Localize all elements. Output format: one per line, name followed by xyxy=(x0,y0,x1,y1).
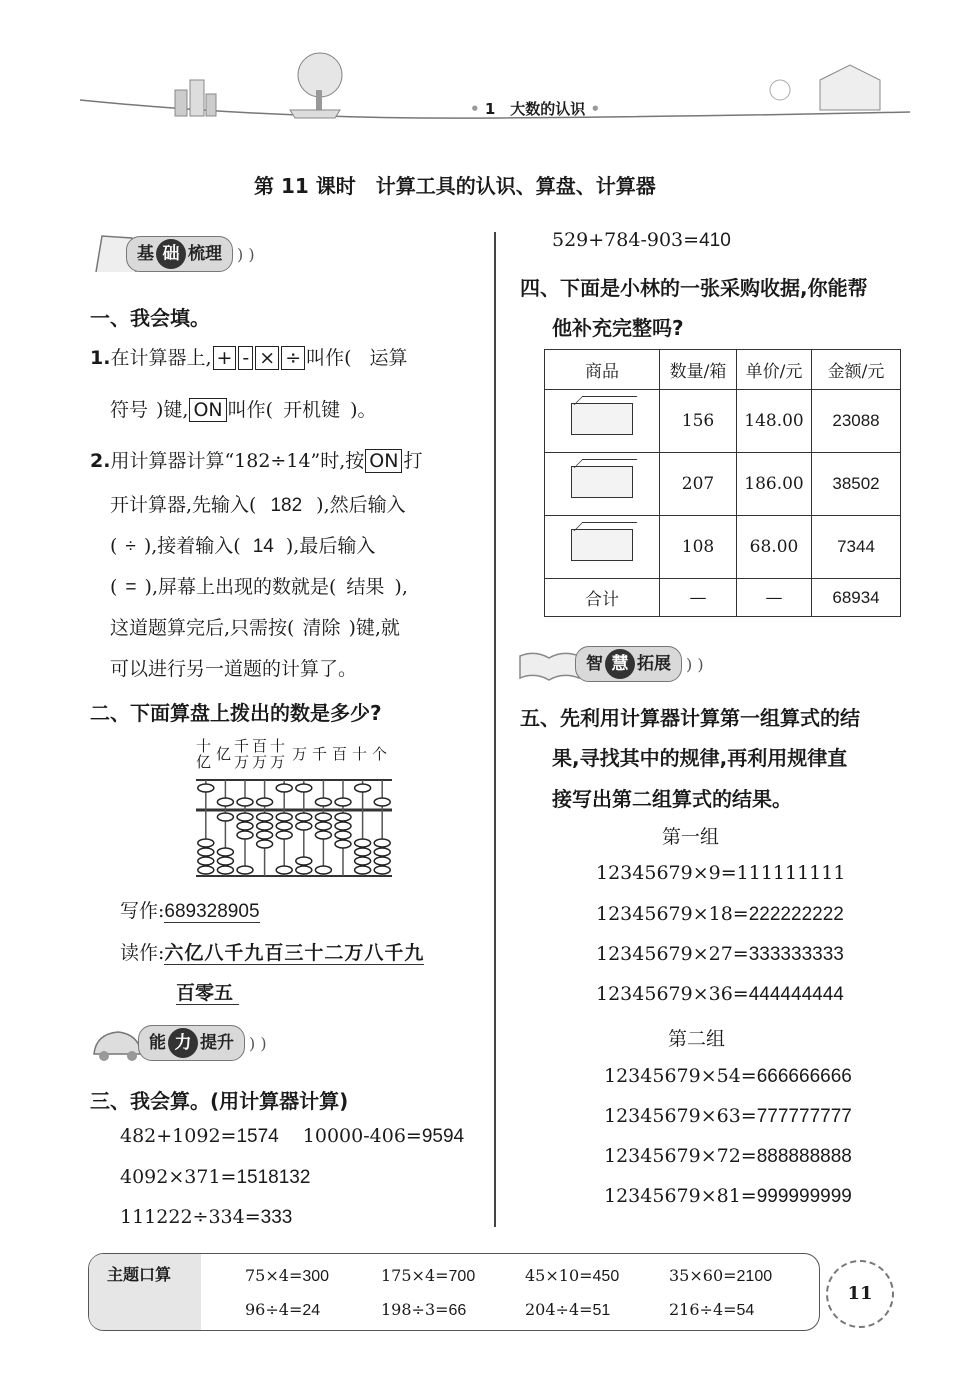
abacus xyxy=(196,778,392,878)
fruit-box-icon xyxy=(571,403,633,435)
abacus-bead-upper xyxy=(276,784,292,792)
column-divider xyxy=(494,232,496,1227)
abacus-unit-bottom: 个 xyxy=(372,745,388,763)
sec4-title-2: 他补充完整吗? xyxy=(552,316,684,340)
abacus-bead-lower xyxy=(276,866,292,874)
abacus-bead-lower xyxy=(257,822,273,830)
abacus-bead-lower xyxy=(335,813,351,821)
abacus-bead-upper xyxy=(335,798,351,806)
oral-calc-footer xyxy=(88,1253,820,1331)
read-line: 读作:六亿八千九百三十二万八千九 xyxy=(120,942,425,964)
abacus-bead-lower xyxy=(217,857,233,865)
oral-item: 216÷4=54 xyxy=(669,1300,755,1319)
q2-line6: 可以进行另一道题的计算了。 xyxy=(110,658,358,680)
q2-line2: 开计算器,先输入( 182 ),然后输入 xyxy=(110,494,406,516)
abacus-bead-lower xyxy=(374,866,390,874)
abacus-bead-lower xyxy=(355,857,371,865)
abacus-bead-lower xyxy=(335,840,351,848)
q2-line1: 2.用计算器计算“182÷14”时,按 ON 打 xyxy=(90,450,423,472)
abacus-bead-lower xyxy=(198,866,214,874)
q1-line2: 符号 )键, ON 叫作( 开机键 )。 xyxy=(110,399,377,421)
q2-line4: ( = ),屏幕上出现的数就是( 结果 ), xyxy=(110,576,408,598)
table-row xyxy=(545,453,901,516)
q2-line3: ( ÷ ),接着输入( 14 ),最后输入 xyxy=(110,535,376,557)
abacus-bead-lower xyxy=(217,866,233,874)
oral-item: 198÷3=66 xyxy=(381,1300,467,1319)
abacus-bead-upper xyxy=(217,798,233,806)
total-amount: 68934 xyxy=(812,579,901,617)
abacus-bead-lower xyxy=(217,848,233,856)
total-row xyxy=(545,579,901,617)
abacus-bead-upper xyxy=(315,798,331,806)
col-header-goods: 商品 xyxy=(545,350,660,390)
oral-item: 75×4=300 xyxy=(245,1266,330,1285)
abacus-bead-lower xyxy=(276,822,292,830)
total-qty: — xyxy=(660,579,737,617)
abacus-bead-lower xyxy=(237,813,253,821)
footer-label-panel xyxy=(89,1254,201,1330)
abacus-bead-lower xyxy=(315,866,331,874)
eq-row-3: 111222÷334=333 xyxy=(120,1206,293,1228)
abacus-bead-lower xyxy=(237,822,253,830)
qty-cell: 108 xyxy=(660,516,737,579)
amount-cell: 23088 xyxy=(812,390,901,453)
oral-item: 35×60=2100 xyxy=(669,1266,773,1285)
abacus-unit-bottom: 百 xyxy=(332,745,348,763)
abacus-bead-upper xyxy=(257,798,273,806)
abacus-bead-lower xyxy=(296,822,312,830)
abacus-unit-bottom: 亿 xyxy=(216,745,232,763)
abacus-bead-lower xyxy=(198,857,214,865)
abacus-bead-lower xyxy=(374,848,390,856)
qty-cell: 156 xyxy=(660,390,737,453)
abacus-bead-upper xyxy=(355,784,371,792)
oral-item: 175×4=700 xyxy=(381,1266,476,1285)
banana-box-icon xyxy=(571,466,633,498)
sec5-title-1: 五、先利用计算器计算第一组算式的结 xyxy=(520,706,860,730)
group2-eq-3: 12345679×72=888888888 xyxy=(604,1145,852,1167)
abacus-unit-bottom: 万 xyxy=(234,753,250,771)
sec3-title: 三、我会算。(用计算器计算) xyxy=(90,1089,349,1113)
price-cell: 186.00 xyxy=(737,453,812,516)
q2-line5: 这道题算完后,只需按( 清除 )键,就 xyxy=(110,617,400,639)
lesson-title: 第 11 课时 计算工具的认识、算盘、计算器 xyxy=(254,174,656,198)
group2-eq-4: 12345679×81=999999999 xyxy=(604,1185,852,1207)
abacus-bead-lower xyxy=(296,813,312,821)
apple-box-icon xyxy=(571,529,633,561)
group1-label: 第一组 xyxy=(662,826,720,848)
abacus-bead-lower xyxy=(296,866,312,874)
abacus-bead-lower xyxy=(315,822,331,830)
abacus-bead-lower xyxy=(374,857,390,865)
abacus-bead-lower xyxy=(355,839,371,847)
abacus-bead-lower xyxy=(315,831,331,839)
sec2-title: 二、下面算盘上拨出的数是多少? xyxy=(90,701,382,725)
qty-cell: 207 xyxy=(660,453,737,516)
abacus-bead-lower xyxy=(257,840,273,848)
sec1-title: 一、我会填。 xyxy=(90,306,210,330)
sec5-title-2: 果,寻找其中的规律,再利用规律直 xyxy=(552,746,848,770)
sec4-title-1: 四、下面是小林的一张采购收据,你能帮 xyxy=(520,276,868,300)
eq-row-2: 4092×371=1518132 xyxy=(120,1166,311,1188)
price-cell: 68.00 xyxy=(737,516,812,579)
group2-eq-1: 12345679×54=666666666 xyxy=(604,1065,852,1087)
total-label: 合计 xyxy=(545,579,660,617)
abacus-bead-lower xyxy=(257,831,273,839)
oral-item: 96÷4=24 xyxy=(245,1300,321,1319)
abacus-place-labels xyxy=(196,738,396,778)
abacus-bead-lower xyxy=(355,866,371,874)
abacus-unit-bottom: 万 xyxy=(292,745,308,763)
col-header-qty: 数量/箱 xyxy=(660,350,737,390)
eq-row-1: 482+1092=1574 10000-406=9594 xyxy=(120,1125,465,1147)
abacus-unit-bottom: 十 xyxy=(352,745,368,763)
footer-label: 主题口算 xyxy=(107,1265,172,1284)
read-line-2: 百零五 xyxy=(176,980,239,1007)
table-row xyxy=(545,516,901,579)
abacus-bead-lower xyxy=(315,813,331,821)
group1-eq-3: 12345679×27=333333333 xyxy=(596,943,844,965)
write-line: 写作:689328905 xyxy=(120,900,260,922)
abacus-unit-bottom: 万 xyxy=(252,753,268,771)
chapter-header: • 1 大数的认识 • xyxy=(470,100,601,118)
abacus-bead-lower xyxy=(257,813,273,821)
abacus-bead-lower xyxy=(335,822,351,830)
abacus-bead-upper xyxy=(198,784,214,792)
badge-ability: 能 力 提升 ) ) xyxy=(90,1024,267,1062)
oral-item: 45×10=450 xyxy=(525,1266,620,1285)
col-header-price: 单价/元 xyxy=(737,350,812,390)
abacus-bead-lower xyxy=(335,831,351,839)
abacus-unit-top: 百 xyxy=(252,737,268,755)
table-row xyxy=(545,390,901,453)
amount-cell: 38502 xyxy=(812,453,901,516)
group1-eq-2: 12345679×18=222222222 xyxy=(596,903,844,925)
page-number: 11 xyxy=(826,1260,894,1328)
group2-label: 第二组 xyxy=(668,1028,726,1050)
abacus-bead-upper xyxy=(296,784,312,792)
sec5-title-3: 接写出第二组算式的结果。 xyxy=(552,787,792,811)
abacus-bead-upper xyxy=(374,798,390,806)
group1-eq-4: 12345679×36=444444444 xyxy=(596,983,844,1005)
abacus-unit-top: 十 xyxy=(196,737,212,755)
col-header-amount: 金额/元 xyxy=(812,350,901,390)
badge-wisdom: 智 慧 拓展 ) ) xyxy=(515,644,704,684)
badge-basic: 基 础 梳理 ) ) xyxy=(92,232,255,276)
group1-eq-1: 12345679×9=111111111 xyxy=(596,862,846,884)
price-cell: 148.00 xyxy=(737,390,812,453)
abacus-unit-top: 十 xyxy=(270,737,286,755)
abacus-bead-lower xyxy=(237,866,253,874)
abacus-bead-lower xyxy=(237,831,253,839)
receipt-table xyxy=(544,349,901,617)
eq-row-4: 529+784-903=410 xyxy=(552,229,731,251)
abacus-bead-lower xyxy=(374,839,390,847)
abacus-unit-top: 千 xyxy=(234,737,250,755)
abacus-bead-lower xyxy=(276,813,292,821)
abacus-bead-lower xyxy=(355,848,371,856)
abacus-unit-bottom: 万 xyxy=(270,753,286,771)
abacus-bead-upper xyxy=(237,798,253,806)
abacus-unit-bottom: 千 xyxy=(312,745,328,763)
q1-line1: 1.在计算器上, + - × ÷ 叫作( 运算 xyxy=(90,347,408,369)
abacus-unit-bottom: 亿 xyxy=(196,753,212,771)
total-price: — xyxy=(737,579,812,617)
abacus-bead-lower xyxy=(198,848,214,856)
abacus-bead-lower xyxy=(276,831,292,839)
abacus-bead-lower xyxy=(217,813,233,821)
abacus-bead-lower xyxy=(296,857,312,865)
amount-cell: 7344 xyxy=(812,516,901,579)
group2-eq-2: 12345679×63=777777777 xyxy=(604,1105,852,1127)
oral-item: 204÷4=51 xyxy=(525,1300,611,1319)
abacus-bead-lower xyxy=(198,839,214,847)
